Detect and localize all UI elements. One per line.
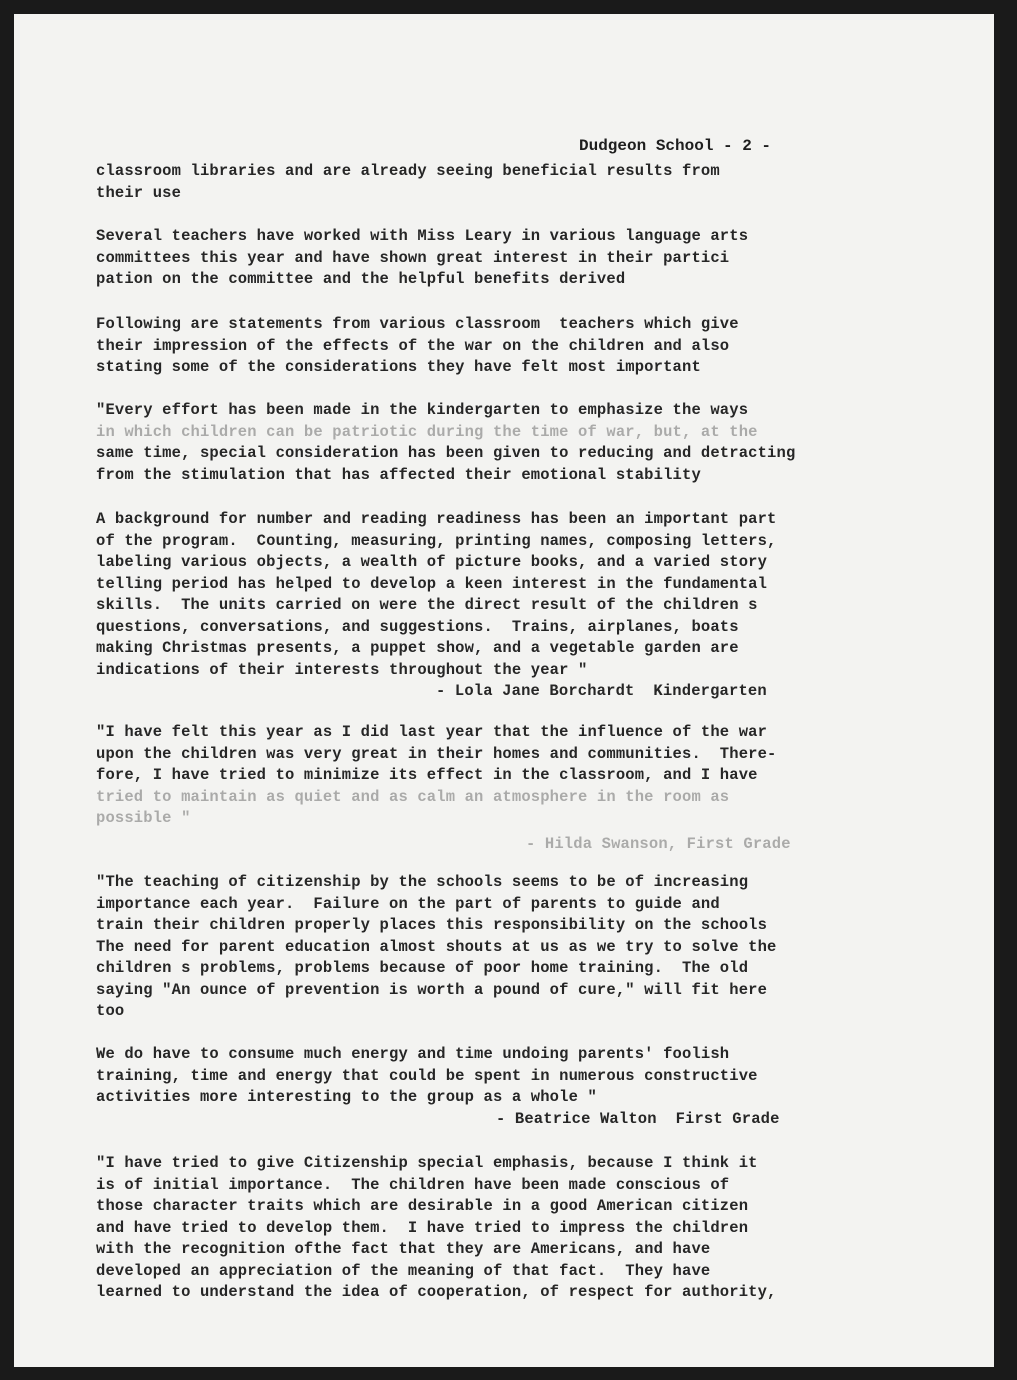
text-line: and have tried to develop them. I have tried to impress the children [96, 1218, 749, 1237]
text-line: We do have to consume much energy and time undoing parents' foolish [96, 1045, 730, 1063]
signature: - Hilda Swanson, First Grade [526, 834, 791, 853]
text-line: in which children can be patriotic during the time of war, but, at the [96, 422, 758, 441]
text-line: skills. The units carried on were the direct result of the children s [96, 596, 758, 614]
text-line: saying "An ounce of prevention is worth a pound of cure," will fit here [96, 980, 768, 999]
text-line: questions, conversations, and suggestions. Trains, airplanes, boats [96, 617, 739, 636]
text-line: "I have felt this year as I did last year that the influence of the war [96, 723, 768, 741]
paragraph-7 [96, 872, 916, 1023]
document-page [14, 14, 994, 1367]
signature: - Lola Jane Borchardt Kindergarten [436, 682, 767, 700]
text-line: telling period has helped to develop a keen interest in the fundamental [96, 574, 768, 593]
paragraph-4 [96, 400, 916, 486]
text-line: Several teachers have worked with Miss Leary in various language arts [96, 227, 749, 245]
text-line: developed an appreciation of the meaning of that fact. They have [96, 1261, 711, 1280]
text-line: too [96, 1002, 125, 1020]
text-line: train their children properly places this responsibility on the schools [96, 916, 768, 934]
paragraph-2 [96, 226, 916, 291]
text-line: same time, special consideration has been given to reducing and detracting [96, 444, 796, 462]
text-line: training, time and energy that could be spent in numerous constructive [96, 1066, 758, 1085]
paragraph-9 [96, 1153, 916, 1304]
text-line: "I have tried to give Citizenship special emphasis, because I think it [96, 1154, 758, 1172]
text-line: learned to understand the idea of cooperation, of respect for authority, [96, 1283, 777, 1301]
text-line: of the program. Counting, measuring, printing names, composing letters, [96, 531, 777, 550]
text-line: fore, I have tried to minimize its effect in the classroom, and I have [96, 766, 758, 784]
paragraph-5 [96, 509, 916, 703]
paragraph-1 [96, 161, 916, 204]
text-line: making Christmas presents, a puppet show, and a vegetable garden are [96, 639, 739, 657]
text-line: importance each year. Failure on the part of parents to guide and [96, 894, 720, 913]
text-line: their impression of the effects of the war on the children and also [96, 336, 730, 355]
text-line: tried to maintain as quiet and as calm an atmosphere in the room as [96, 787, 730, 806]
text-line: is of initial importance. The children have been made conscious of [96, 1175, 730, 1194]
paragraph-3 [96, 314, 916, 379]
paragraph-8 [96, 1044, 916, 1130]
text-line: A background for number and reading readiness has been an important part [96, 510, 777, 528]
text-line: "Every effort has been made in the kindergarten to emphasize the ways [96, 401, 749, 419]
text-line: upon the children was very great in their homes and communities. There- [96, 744, 777, 763]
text-line: children s problems, problems because of poor home training. The old [96, 959, 749, 977]
text-line: their use [96, 183, 182, 202]
text-line: those character traits which are desirable in a good American citizen [96, 1197, 749, 1215]
text-line: classroom libraries and are already seeing beneficial results from [96, 162, 720, 180]
text-line: Following are statements from various classroom teachers which give [96, 315, 739, 333]
text-line: stating some of the considerations they have felt most important [96, 358, 701, 376]
text-line: with the recognition ofthe fact that they are Americans, and have [96, 1240, 711, 1258]
text-line: from the stimulation that has affected their emotional stability [96, 465, 701, 484]
page-header: Dudgeon School - 2 - [579, 137, 772, 155]
text-line: pation on the committee and the helpful benefits derived [96, 270, 626, 288]
text-line: committees this year and have shown great interest in their partici [96, 248, 730, 267]
signature: - Beatrice Walton First Grade [496, 1109, 780, 1128]
text-line: "The teaching of citizenship by the schools seems to be of increasing [96, 873, 749, 891]
text-line: indications of their interests throughout the year " [96, 660, 588, 679]
paragraph-6 [96, 722, 916, 855]
text-line: The need for parent education almost shouts at us as we try to solve the [96, 937, 777, 956]
text-line: labeling various objects, a wealth of picture books, and a varied story [96, 553, 768, 571]
text-line: possible " [96, 809, 191, 827]
text-line: activities more interesting to the group as a whole " [96, 1088, 597, 1106]
